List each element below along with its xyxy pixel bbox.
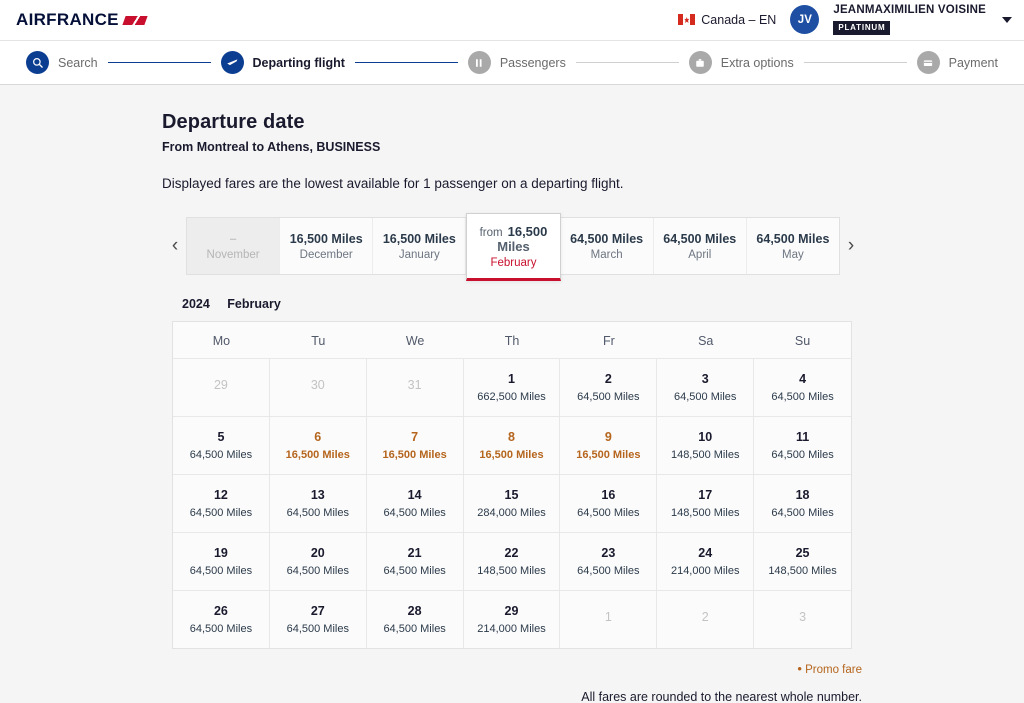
calendar-day-number: 16 (601, 488, 616, 502)
dow-sa: Sa (698, 334, 714, 348)
calendar-day-number: 12 (213, 488, 228, 502)
calendar-day-price: 64,500 Miles (383, 623, 446, 635)
step-label-payment: Payment (948, 55, 998, 70)
search-icon (26, 51, 49, 74)
calendar-day-number: 2 (701, 610, 709, 624)
locale-label: Canada – EN (701, 12, 777, 27)
month-item-december[interactable] (280, 218, 373, 274)
suitcase-icon (689, 51, 712, 74)
calendar-day[interactable] (754, 532, 851, 590)
calendar-day-price: 64,500 Miles (771, 449, 834, 461)
top-bar (0, 0, 1024, 40)
calendar-day-price: 148,500 Miles (477, 565, 546, 577)
dow-su: Su (794, 334, 811, 348)
step-divider-3 (576, 62, 679, 63)
calendar-day[interactable] (270, 532, 367, 590)
calendar-day-price: 64,500 Miles (189, 449, 253, 461)
month-price-november: – (229, 231, 237, 246)
calendar-day-price: 148,500 Miles (670, 507, 740, 519)
calendar-day-price: 148,500 Miles (670, 449, 740, 461)
calendar-day-number: 1 (508, 372, 515, 386)
calendar-dow-row (173, 322, 851, 358)
calendar-day-price: 284,000 Miles (477, 507, 546, 519)
step-divider-1 (108, 62, 211, 63)
calendar-day-number: 20 (310, 546, 325, 560)
month-item-february[interactable] (466, 213, 560, 281)
calendar-day-number: 27 (310, 604, 325, 618)
brand-text: AIRFRANCE (16, 10, 119, 29)
user-name: JEANMAXIMILIEN VOISINE (833, 4, 986, 17)
calendar-day[interactable] (270, 590, 367, 648)
calendar-day-number: 2 (604, 372, 612, 386)
calendar-day-price: 662,500 Miles (477, 391, 546, 403)
calendar-day-disabled (754, 590, 851, 648)
month-item-may[interactable] (747, 218, 839, 274)
promo-legend (172, 661, 862, 676)
month-carousel (164, 217, 862, 275)
calendar-week (173, 474, 851, 532)
brand-stripe-icon (122, 16, 147, 25)
month-name-april: April (688, 248, 712, 261)
calendar-day[interactable] (367, 416, 464, 474)
main-content (0, 85, 1024, 703)
month-price-unit-february: Miles (497, 238, 530, 254)
calendar-day-disabled (173, 358, 270, 416)
calendar-day-number: 1 (604, 610, 612, 624)
step-label-search: Search (58, 55, 98, 70)
step-payment[interactable] (917, 51, 998, 74)
airfrance-logo[interactable] (16, 10, 146, 30)
fare-disclaimer: Displayed fares are the lowest available for 1 passenger on a departing flight. (162, 176, 624, 191)
month-name-december: December (299, 248, 353, 261)
calendar-day-number: 10 (698, 430, 713, 444)
calendar-day-number: 6 (314, 430, 322, 444)
passengers-icon (468, 51, 491, 74)
calendar-day[interactable] (657, 474, 754, 532)
calendar-month: February (227, 297, 281, 311)
plane-icon (221, 51, 244, 74)
calendar-week (173, 532, 851, 590)
calendar-day-number: 18 (795, 488, 810, 502)
calendar-day[interactable] (657, 358, 754, 416)
canada-flag-icon (678, 14, 695, 25)
calendar-day-number: 7 (411, 430, 419, 444)
step-passengers[interactable] (468, 51, 566, 74)
dow-fr: Fr (602, 334, 615, 348)
calendar-day[interactable] (560, 474, 657, 532)
calendar-day-number: 29 (504, 604, 519, 618)
calendar-weeks (173, 358, 851, 648)
chevron-down-icon[interactable] (1002, 17, 1012, 23)
calendar-year: 2024 (182, 297, 210, 311)
calendar-week (173, 358, 851, 416)
calendar-day-number: 14 (407, 488, 422, 502)
calendar-day[interactable] (754, 416, 851, 474)
status-badge: PLATINUM (833, 21, 890, 34)
avatar-initials: JV (797, 13, 812, 26)
calendar-day-number: 26 (213, 604, 228, 618)
calendar-day[interactable] (367, 474, 464, 532)
calendar-day[interactable] (657, 532, 754, 590)
calendar-day[interactable] (173, 590, 270, 648)
calendar-day-number: 22 (504, 546, 519, 560)
calendar-caption (182, 297, 862, 311)
calendar-day-price: 64,500 Miles (189, 623, 253, 635)
step-search[interactable] (26, 51, 98, 74)
calendar-day-price: 64,500 Miles (189, 565, 253, 577)
calendar-day-disabled (560, 590, 657, 648)
month-price-february: 16,500 (507, 223, 548, 239)
calendar-day-number: 8 (508, 430, 515, 444)
month-name-january: January (398, 248, 440, 261)
dow-th: Th (504, 334, 520, 348)
month-item-november (187, 218, 280, 274)
calendar-day-number: 5 (217, 430, 225, 444)
calendar-day[interactable] (173, 532, 270, 590)
month-item-january[interactable] (373, 218, 466, 274)
calendar-day-price: 214,000 Miles (477, 623, 546, 635)
step-label-passengers: Passengers (499, 55, 566, 70)
calendar-day-price: 16,500 Miles (576, 449, 641, 461)
locale-selector[interactable] (678, 13, 776, 27)
calendar-day-number: 15 (504, 488, 519, 502)
month-price-may: 64,500 Miles (756, 231, 830, 246)
calendar-day-price: 64,500 Miles (383, 565, 446, 577)
calendar-day-number: 31 (407, 378, 422, 392)
calendar-day-price: 64,500 Miles (577, 565, 640, 577)
month-from-label: from (479, 226, 503, 239)
month-name-november: November (206, 248, 260, 261)
calendar-day[interactable] (754, 474, 851, 532)
calendar-day-price: 16,500 Miles (382, 449, 447, 461)
calendar-day[interactable] (367, 532, 464, 590)
calendar-day-price: 64,500 Miles (189, 507, 253, 519)
calendar-day-price: 64,500 Miles (286, 507, 349, 519)
calendar-day-price: 64,500 Miles (771, 391, 834, 403)
avatar[interactable] (790, 5, 819, 34)
calendar-day[interactable] (464, 416, 561, 474)
calendar-day-number: 3 (799, 610, 807, 624)
month-name-february: February (490, 256, 537, 269)
month-price-december: 16,500 Miles (289, 231, 363, 246)
calendar-day-price: 16,500 Miles (285, 449, 350, 461)
step-extra-options[interactable] (689, 51, 794, 74)
dow-tu: Tu (311, 334, 326, 348)
calendar-day[interactable] (464, 532, 561, 590)
calendar (172, 321, 852, 649)
calendar-day-number: 21 (407, 546, 422, 560)
calendar-day[interactable] (560, 532, 657, 590)
calendar-day[interactable] (173, 474, 270, 532)
calendar-week (173, 416, 851, 474)
dow-we: We (405, 334, 425, 348)
promo-legend-label: Promo fare (805, 664, 862, 676)
calendar-day-price: 148,500 Miles (768, 565, 837, 577)
calendar-day-price: 64,500 Miles (674, 391, 737, 403)
calendar-day[interactable] (657, 416, 754, 474)
card-icon (917, 51, 940, 74)
calendar-day-number: 24 (698, 546, 713, 560)
calendar-day-number: 13 (310, 488, 325, 502)
calendar-day[interactable] (367, 590, 464, 648)
calendar-day-price: 64,500 Miles (577, 507, 640, 519)
calendar-day-price: 64,500 Miles (286, 565, 349, 577)
calendar-day-number: 3 (701, 372, 709, 386)
month-name-may: May (782, 248, 804, 261)
calendar-day-number: 4 (799, 372, 807, 386)
step-divider-2 (355, 62, 458, 63)
calendar-day-disabled (657, 590, 754, 648)
step-label-extra-options: Extra options (720, 55, 794, 70)
calendar-day-price: 64,500 Miles (577, 391, 640, 403)
checkout-stepper (0, 40, 1024, 85)
calendar-day-number: 30 (310, 378, 325, 392)
step-divider-4 (804, 62, 907, 63)
prev-month-button[interactable]: ‹ (164, 229, 186, 263)
calendar-day[interactable] (173, 416, 270, 474)
calendar-day[interactable] (560, 416, 657, 474)
calendar-day-number: 9 (604, 430, 612, 444)
next-month-button[interactable]: › (840, 229, 862, 263)
calendar-day-disabled (270, 358, 367, 416)
calendar-day-number: 23 (601, 546, 616, 560)
calendar-day[interactable] (270, 474, 367, 532)
month-item-april[interactable] (654, 218, 747, 274)
calendar-day-price: 16,500 Miles (479, 449, 544, 461)
page-title: Departure date (162, 111, 305, 133)
calendar-day-price: 64,500 Miles (771, 507, 834, 519)
month-list (186, 217, 840, 275)
calendar-day[interactable] (464, 358, 561, 416)
month-price-march: 64,500 Miles (570, 231, 644, 246)
calendar-day-number: 11 (795, 430, 810, 444)
calendar-day-price: 64,500 Miles (286, 623, 349, 635)
route-subtitle: From Montreal to Athens, BUSINESS (162, 140, 381, 154)
calendar-day[interactable] (270, 416, 367, 474)
promo-dot-icon: • (797, 661, 802, 676)
calendar-day-price: 214,000 Miles (670, 565, 740, 577)
calendar-day-number: 28 (407, 604, 422, 618)
calendar-day[interactable] (464, 590, 561, 648)
month-price-april: 64,500 Miles (663, 231, 737, 246)
calendar-day[interactable] (754, 358, 851, 416)
calendar-day-number: 29 (213, 378, 228, 392)
calendar-day[interactable] (464, 474, 561, 532)
rounding-note: All fares are rounded to the nearest whole number. (581, 690, 862, 703)
calendar-day-number: 25 (795, 546, 810, 560)
calendar-day[interactable] (560, 358, 657, 416)
calendar-week (173, 590, 851, 648)
month-item-march[interactable] (561, 218, 654, 274)
month-name-march: March (590, 248, 623, 261)
calendar-day-disabled (367, 358, 464, 416)
calendar-day-number: 19 (213, 546, 228, 560)
step-departing-flight[interactable] (221, 51, 345, 74)
month-price-january: 16,500 Miles (382, 231, 456, 246)
dow-mo: Mo (212, 334, 231, 348)
user-block[interactable] (833, 4, 986, 36)
calendar-day-number: 17 (698, 488, 713, 502)
calendar-day-price: 64,500 Miles (383, 507, 446, 519)
step-label-departing-flight: Departing flight (252, 55, 345, 70)
